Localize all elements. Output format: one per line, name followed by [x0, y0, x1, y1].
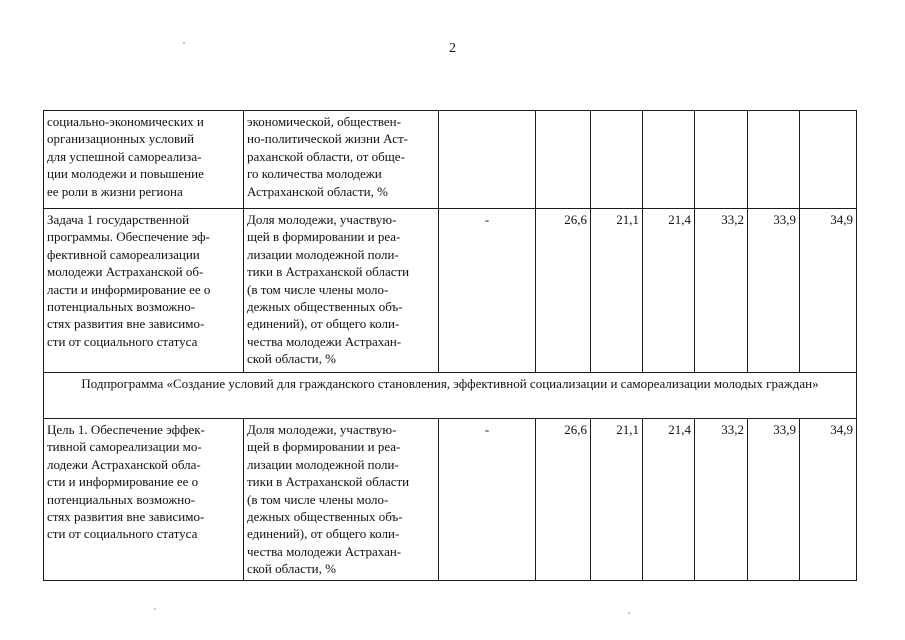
- goal-cell: социально-экономических и организационных условий для успешной самореализа- ции молодежи и повышение ее роли в жизни региона: [44, 111, 244, 209]
- table-row: [44, 209, 857, 373]
- indicator-cell: Доля молодежи, участвую- щей в формировании и реа- лизации молодежной поли- тики в Астраханской области (в том числе члены моло- дежных общественных объ- единений), от общего коли- чества молодежи Астрахан- ской области, %: [244, 209, 439, 373]
- scan-speck: [628, 612, 630, 614]
- page-number: 2: [449, 41, 456, 56]
- base-value-cell: -: [439, 209, 536, 373]
- value-cell: 33,9: [748, 419, 800, 581]
- value-cell: 26,6: [536, 209, 591, 373]
- value-cell: 34,9: [800, 209, 857, 373]
- value-cell: [591, 111, 643, 209]
- value-cell: 21,4: [643, 419, 695, 581]
- base-value-cell: -: [439, 419, 536, 581]
- value-cell: [643, 111, 695, 209]
- scan-speck: [154, 608, 156, 610]
- subprogram-title: Подпрограмма «Создание условий для гражданского становления, эффективной социализации и самореализации молодых граждан»: [44, 373, 857, 419]
- value-cell: 21,1: [591, 209, 643, 373]
- value-cell: 33,9: [748, 209, 800, 373]
- scan-speck: [183, 42, 185, 44]
- value-cell: [748, 111, 800, 209]
- value-cell: [800, 111, 857, 209]
- value-cell: 21,1: [591, 419, 643, 581]
- indicator-cell: экономической, обществен- но-политической жизни Аст- раханской области, от обще- го количества молодежи Астраханской области, %: [244, 111, 439, 209]
- value-cell: 21,4: [643, 209, 695, 373]
- subprogram-row: [44, 373, 857, 419]
- table-row: [44, 419, 857, 581]
- indicator-cell: Доля молодежи, участвую- щей в формировании и реа- лизации молодежной поли- тики в Астраханской области (в том числе члены моло- дежных общественных объ- единений), от общего коли- чества молодежи Астрахан- ской области, %: [244, 419, 439, 581]
- goal-cell: Задача 1 государственной программы. Обеспечение эф- фективной самореализации молодежи Астраханской об- ласти и информирование ее о потенциальных возможно- стях развития вне зависимо- сти от социального статуса: [44, 209, 244, 373]
- value-cell: 34,9: [800, 419, 857, 581]
- base-value-cell: [439, 111, 536, 209]
- value-cell: [536, 111, 591, 209]
- table-row: [44, 111, 857, 209]
- value-cell: [695, 111, 748, 209]
- value-cell: 26,6: [536, 419, 591, 581]
- value-cell: 33,2: [695, 419, 748, 581]
- value-cell: 33,2: [695, 209, 748, 373]
- goal-cell: Цель 1. Обеспечение эффек- тивной самореализации мо- лодежи Астраханской обла- сти и информирование ее о потенциальных возможно- стях развития вне зависимо- сти от социального статуса: [44, 419, 244, 581]
- indicator-table: [43, 110, 857, 581]
